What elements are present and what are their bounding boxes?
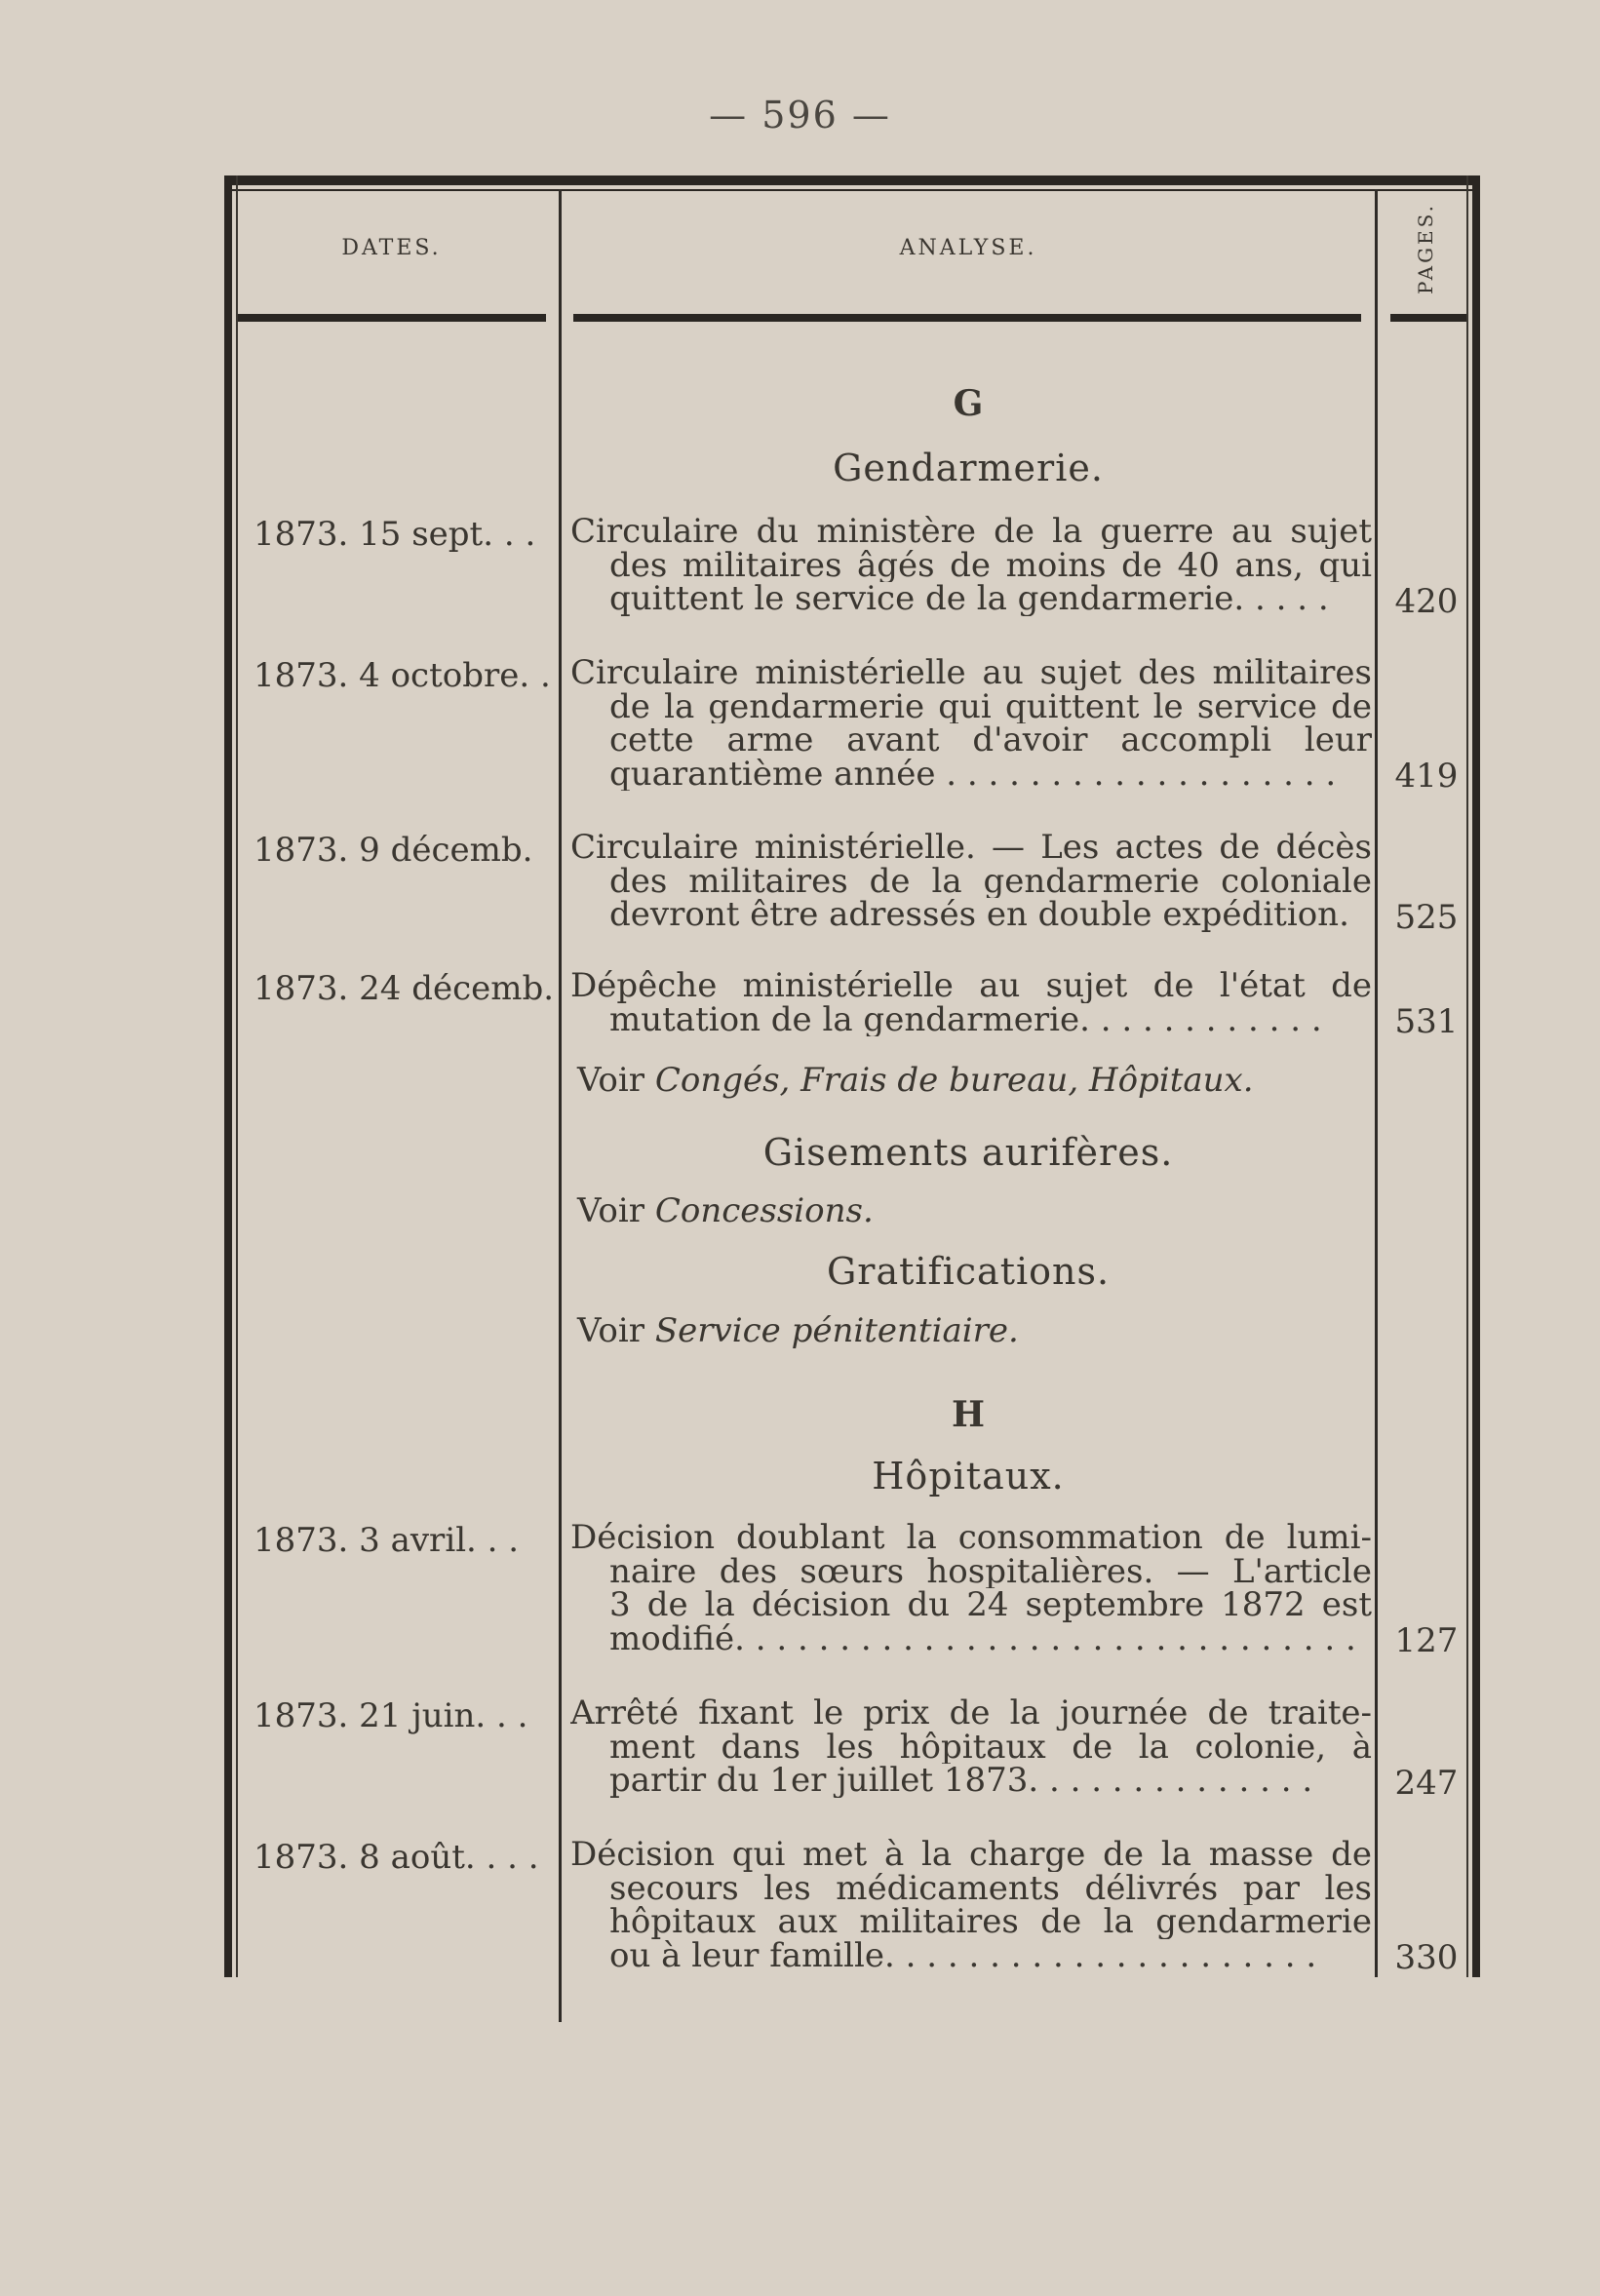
- see-also-refs: Service pénitentiaire.: [654, 1311, 1019, 1350]
- entry-line: des militaires de la gendarmerie coloniale: [609, 864, 1372, 898]
- entry-analysis: [570, 969, 1372, 1036]
- see-also-prefix: Voir: [577, 1311, 645, 1350]
- entry-line: modifié. . . . . . . . . . . . . . . . . . . . . . . . . . . . . .: [609, 1621, 1356, 1655]
- section-title: Hôpitaux.: [872, 1455, 1065, 1498]
- entry-line: quarantième année . . . . . . . . . . . . . . . . . . .: [609, 757, 1337, 791]
- section-title: Gratifications.: [826, 1250, 1111, 1293]
- entry-line: Dépêche ministérielle au sujet de l'état de: [570, 969, 1372, 1003]
- entry-analysis: [570, 1838, 1372, 1972]
- entry-analysis: [570, 831, 1372, 932]
- entry-page: 247: [1394, 1764, 1459, 1803]
- entry-analysis: [570, 1521, 1372, 1655]
- entry-page: 525: [1394, 898, 1459, 937]
- right-border: [1472, 175, 1480, 1977]
- entry-line: Arrêté fixant le prix de la journée de traite-: [570, 1696, 1372, 1731]
- left-border-thin: [236, 175, 238, 1977]
- entry-page: 420: [1394, 582, 1459, 621]
- entry-line: secours les médicaments délivrés par les: [609, 1871, 1372, 1905]
- section-letter: H: [951, 1394, 985, 1435]
- entry-date: 1873. 3 avril. . .: [254, 1521, 520, 1560]
- entry-date: 1873. 15 sept. . .: [254, 515, 536, 554]
- entry-line: des militaires âgés de moins de 40 ans, qui: [609, 548, 1372, 582]
- entry-date: 1873. 8 août. . . .: [254, 1838, 539, 1877]
- see-also: [577, 1311, 1367, 1350]
- header-pages: PAGES.: [1413, 203, 1437, 294]
- entry-line: 3 de la décision du 24 septembre 1872 est: [609, 1588, 1372, 1622]
- left-border: [224, 175, 232, 1977]
- see-also: [577, 1191, 1367, 1230]
- section-title: Gisements aurifères.: [762, 1131, 1174, 1174]
- entry-line: Circulaire ministérielle au sujet des militaires: [570, 656, 1372, 690]
- entry-line: de la gendarmerie qui quittent le service de: [609, 689, 1372, 723]
- see-also: [577, 1061, 1367, 1100]
- entry-page: 531: [1394, 1002, 1459, 1041]
- entry-line: Circulaire du ministère de la guerre au sujet: [570, 515, 1372, 549]
- entry-line: cette arme avant d'avoir accompli leur: [609, 723, 1372, 758]
- entry-line: Décision doublant la consommation de lumi-: [570, 1521, 1372, 1555]
- see-also-prefix: Voir: [577, 1191, 645, 1230]
- entry-line: partir du 1er juillet 1873. . . . . . . . . . . . . .: [609, 1764, 1313, 1798]
- pages-column-divider: [1375, 189, 1378, 1977]
- header-rule-analyse: [573, 314, 1361, 322]
- see-also-prefix: Voir: [577, 1061, 645, 1100]
- entry-analysis: [570, 515, 1372, 616]
- entry-date: 1873. 21 juin. . .: [254, 1696, 528, 1735]
- entry-line: quittent le service de la gendarmerie. . . . .: [609, 582, 1329, 616]
- right-border-thin: [1466, 175, 1468, 1977]
- entry-page: 330: [1394, 1938, 1459, 1977]
- entry-line: ment dans les hôpitaux de la colonie, à: [609, 1730, 1372, 1764]
- entry-date: 1873. 4 octobre. .: [254, 656, 551, 695]
- header-rule-pages: [1390, 314, 1466, 322]
- index-table: [224, 175, 1480, 1977]
- entry-line: mutation de la gendarmerie. . . . . . . . . . . .: [609, 1002, 1322, 1036]
- entry-line: Décision qui met à la charge de la masse de: [570, 1838, 1372, 1872]
- section-title: Gendarmerie.: [833, 447, 1104, 489]
- entry-page: 419: [1394, 757, 1459, 796]
- entry-date: 1873. 24 décemb.: [254, 969, 555, 1008]
- entry-date: 1873. 9 décemb.: [254, 831, 533, 870]
- entry-line: ou à leur famille. . . . . . . . . . . . . . . . . . . . .: [609, 1938, 1317, 1972]
- entry-line: devront être adressés en double expédition.: [609, 898, 1349, 932]
- top-rule: [224, 175, 1480, 185]
- top-rule-thin: [224, 189, 1480, 191]
- entry-analysis: [570, 1696, 1372, 1798]
- entry-line: hôpitaux aux militaires de la gendarmerie: [609, 1905, 1372, 1939]
- header-dates: DATES.: [341, 236, 442, 260]
- page-number: — 596 —: [709, 94, 891, 136]
- header-rule-dates: [238, 314, 546, 322]
- entry-page: 127: [1394, 1621, 1459, 1660]
- see-also-refs: Concessions.: [654, 1191, 874, 1230]
- see-also-refs: Congés, Frais de bureau, Hôpitaux.: [654, 1061, 1254, 1100]
- section-letter: G: [953, 383, 984, 424]
- header-analyse: ANALYSE.: [899, 236, 1037, 260]
- entry-line: Circulaire ministérielle. — Les actes de décès: [570, 831, 1372, 865]
- entry-analysis: [570, 656, 1372, 791]
- entry-line: naire des sœurs hospitalières. — L'article: [609, 1554, 1372, 1588]
